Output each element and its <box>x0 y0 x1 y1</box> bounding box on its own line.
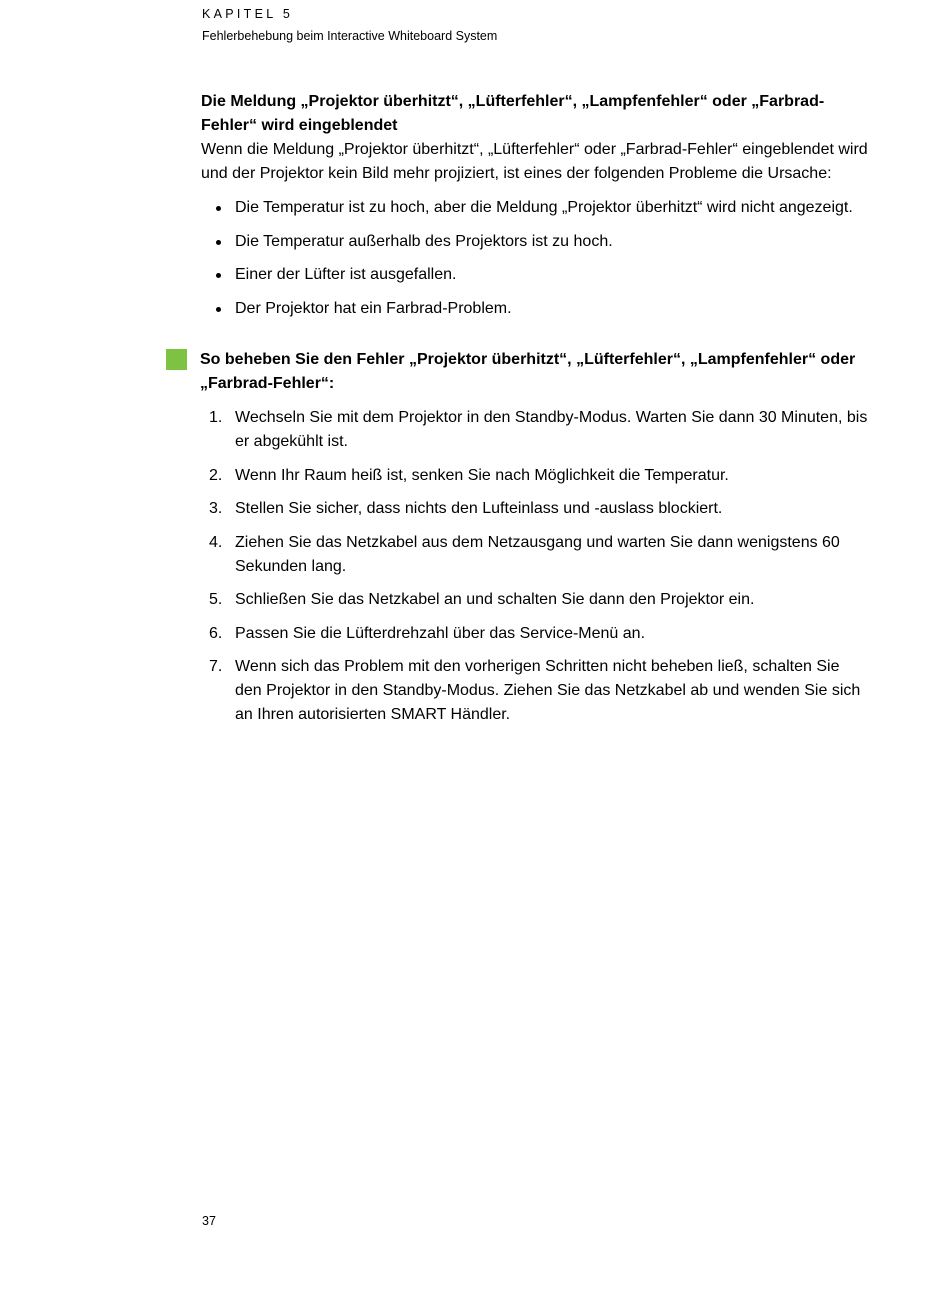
procedure-steps <box>200 406 870 727</box>
bullet-icon <box>216 240 221 245</box>
procedure-step <box>200 497 870 521</box>
chapter-label: KAPITEL 5 <box>202 7 294 21</box>
bullet-icon <box>216 273 221 278</box>
step-number: 1. <box>209 409 223 426</box>
step-text: Schließen Sie das Netzkabel an und schalten Sie dann den Projektor ein. <box>235 591 755 608</box>
section-heading: Die Meldung „Projektor überhitzt“, „Lüfterfehler“, „Lampfenfehler“ oder „Farbrad-Fehler“ wird eingeblendet <box>201 93 825 134</box>
step-number: 4. <box>209 533 223 551</box>
procedure-step <box>200 622 870 646</box>
troubleshooting-section <box>201 90 871 330</box>
step-number: 3. <box>209 500 223 517</box>
procedure-step <box>200 655 870 727</box>
procedure-heading: So beheben Sie den Fehler „Projektor überhitzt“, „Lüfterfehler“, „Lampfenfehler“ oder „Farbrad-Fehler“: <box>200 351 856 392</box>
procedure-step <box>200 531 870 579</box>
step-number: 2. <box>209 466 223 484</box>
cause-text: Der Projektor hat ein Farbrad-Problem. <box>235 299 512 317</box>
step-text: Passen Sie die Lüfterdrehzahl über das Service-Menü an. <box>235 624 646 642</box>
section-intro: Wenn die Meldung „Projektor überhitzt“, „Lüfterfehler“ oder „Farbrad-Fehler“ eingeblendet wird und der Projektor kein Bild mehr projiziert, ist eines der folgenden Probleme die Ursache: <box>201 141 868 182</box>
step-number: 5. <box>209 591 223 608</box>
procedure-section <box>200 348 870 737</box>
cause-list-item <box>201 263 871 287</box>
procedure-step <box>200 588 870 612</box>
cause-list <box>201 196 871 321</box>
step-text: Wenn sich das Problem mit den vorherigen Schritten nicht beheben ließ, schalten Sie den Projektor in den Standby-Modus. Ziehen Sie das Netzkabel ab und wenden Sie sich an Ihren autorisierten SMART Händler. <box>235 658 861 723</box>
step-number: 6. <box>209 624 223 642</box>
step-text: Wenn Ihr Raum heiß ist, senken Sie nach Möglichkeit die Temperatur. <box>235 466 729 484</box>
bullet-icon <box>216 206 221 211</box>
page-number: 37 <box>202 1214 216 1228</box>
procedure-step <box>200 464 870 488</box>
cause-text: Einer der Lüfter ist ausgefallen. <box>235 266 457 283</box>
cause-list-item <box>201 196 871 220</box>
bullet-icon <box>216 307 221 312</box>
cause-text: Die Temperatur außerhalb des Projektors ist zu hoch. <box>235 232 613 250</box>
step-text: Ziehen Sie das Netzkabel aus dem Netzausgang und warten Sie dann wenigstens 60 Sekunden lang. <box>235 533 840 575</box>
cause-text: Die Temperatur ist zu hoch, aber die Meldung „Projektor überhitzt“ wird nicht angezeigt. <box>235 199 853 216</box>
procedure-marker-icon <box>166 349 187 370</box>
cause-list-item <box>201 297 871 321</box>
step-text: Wechseln Sie mit dem Projektor in den Standby-Modus. Warten Sie dann 30 Minuten, bis er abgekühlt ist. <box>235 409 868 450</box>
procedure-step <box>200 406 870 454</box>
chapter-subtitle: Fehlerbehebung beim Interactive Whiteboard System <box>202 29 498 43</box>
cause-list-item <box>201 230 871 254</box>
step-number: 7. <box>209 658 223 675</box>
step-text: Stellen Sie sicher, dass nichts den Lufteinlass und -auslass blockiert. <box>235 500 723 517</box>
